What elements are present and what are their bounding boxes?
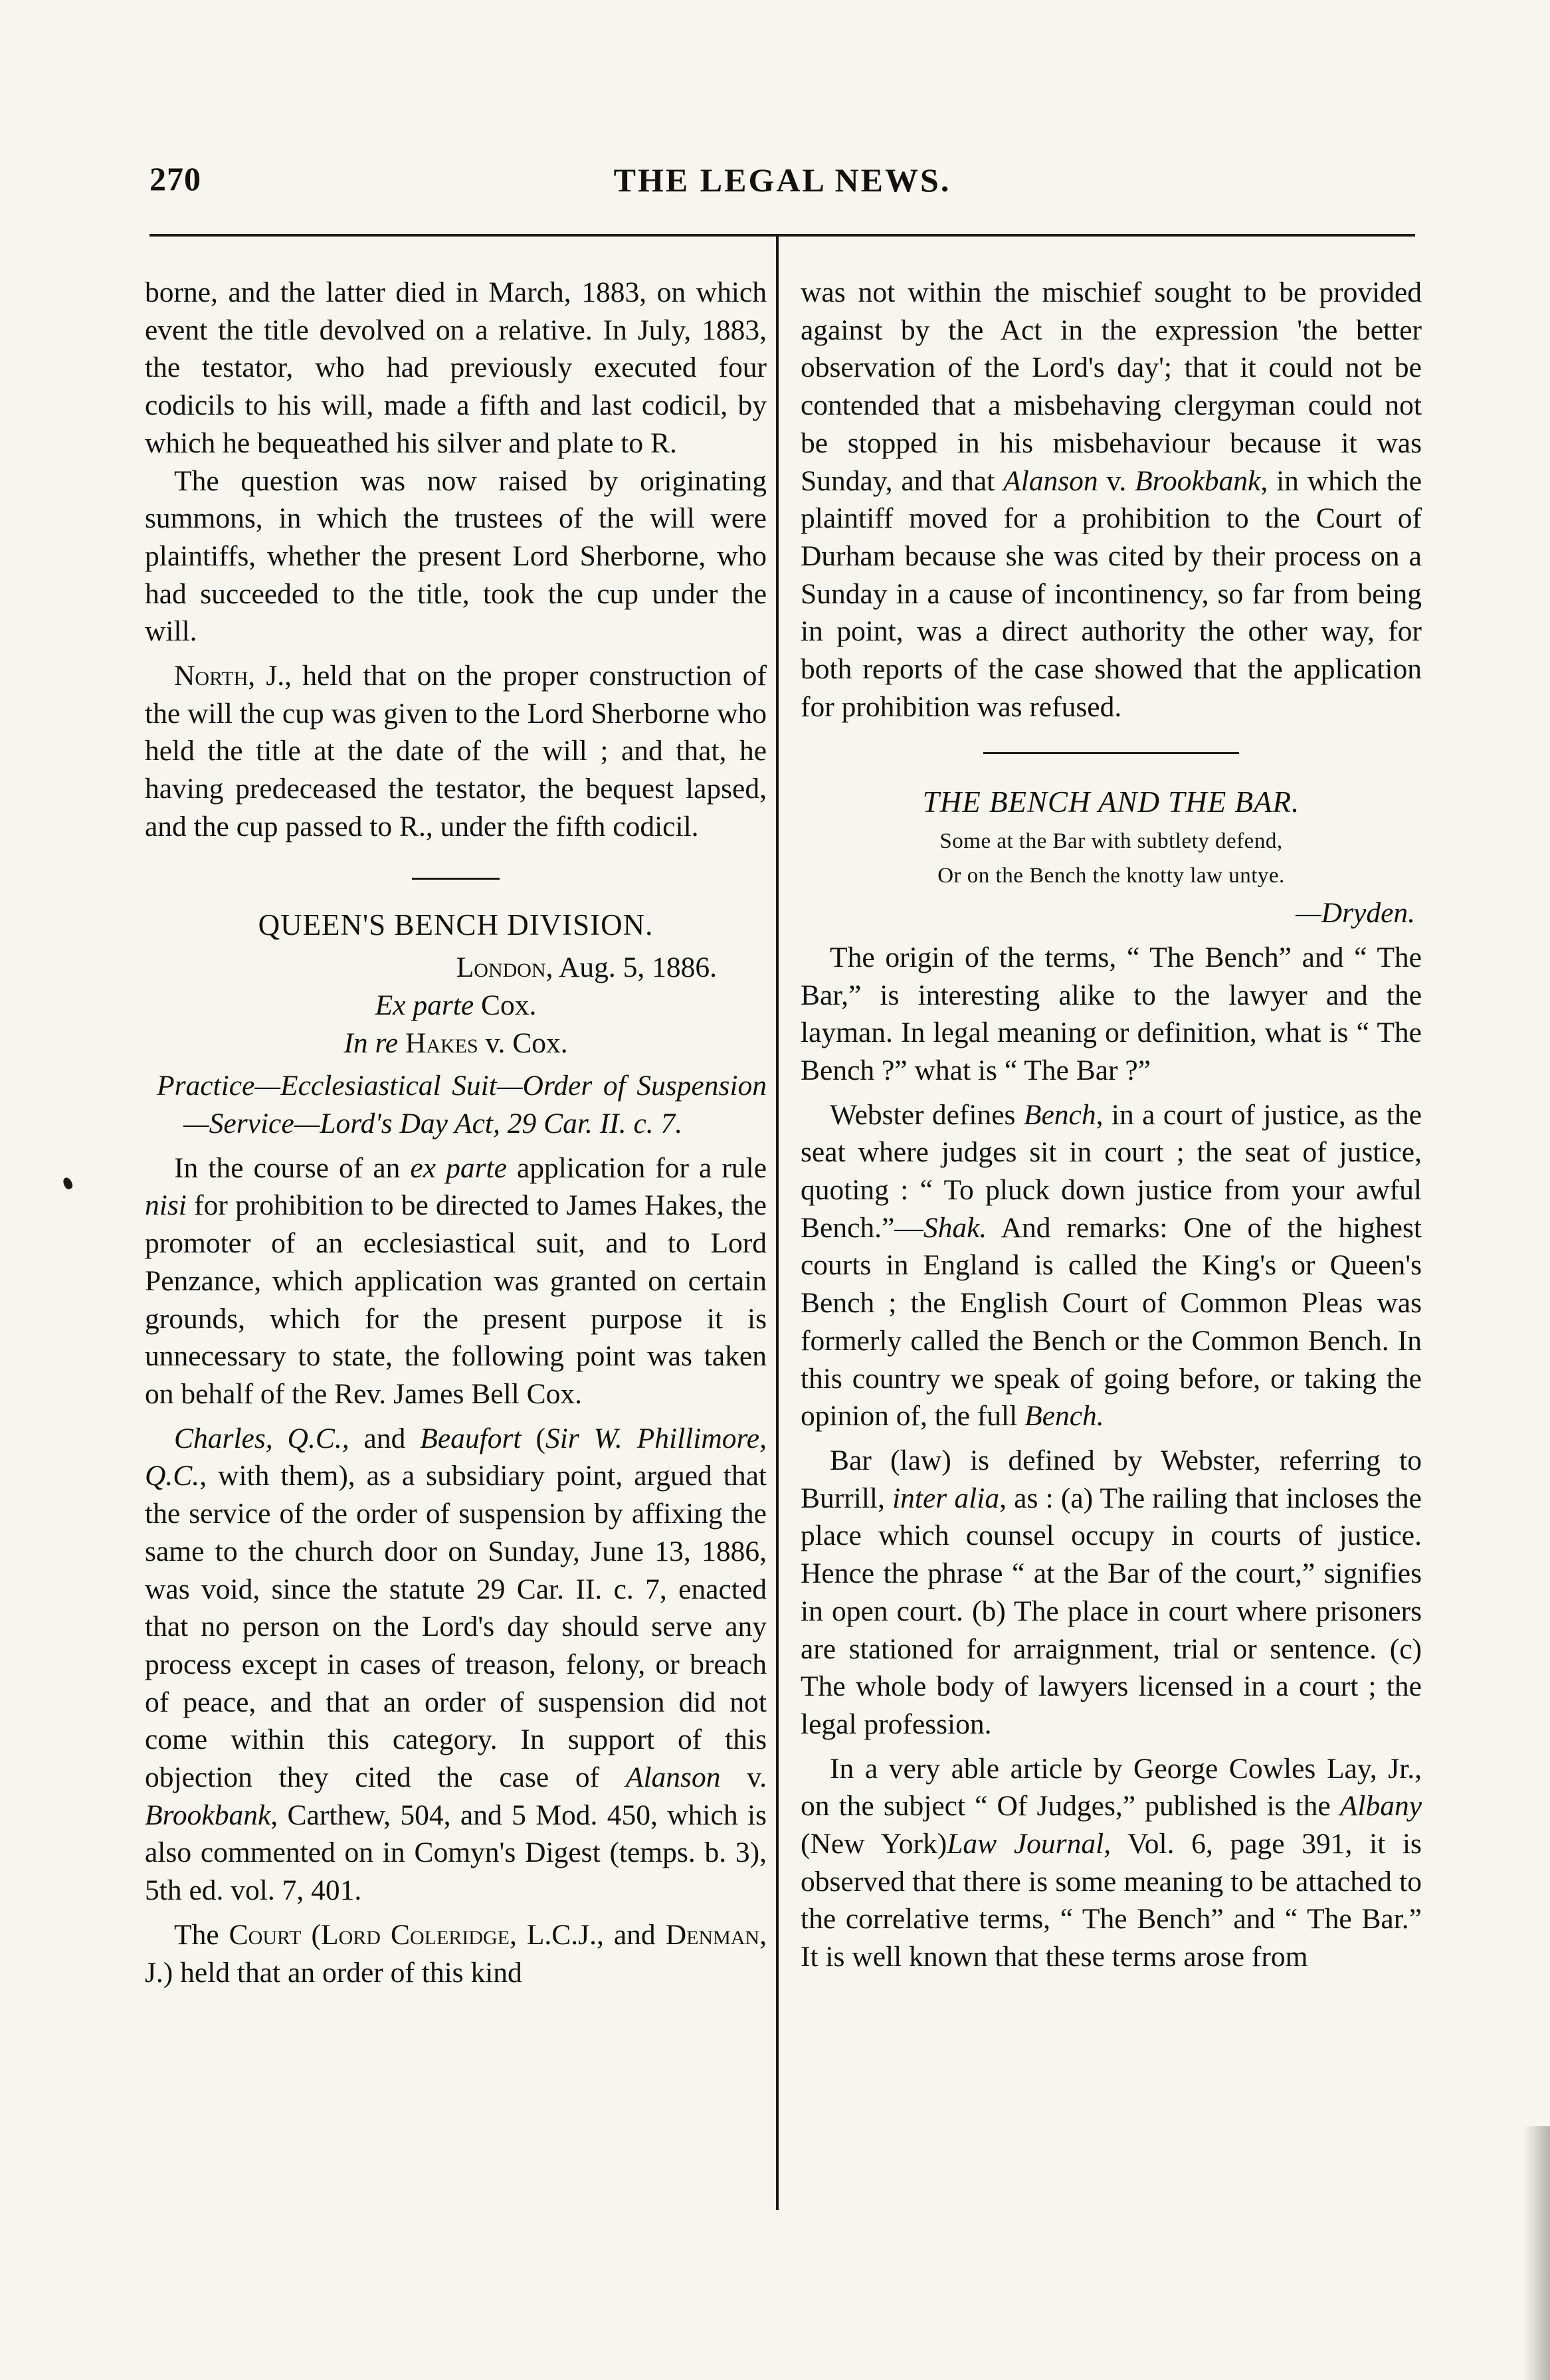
paragraph-text: , in a court of justice, as the seat where judges sit in court ; the seat of justice, quoting : “ To pluck down justice from your awful Bench.”—: [801, 1098, 1422, 1244]
case-party: v. Cox.: [478, 1027, 568, 1059]
judge-name: Denman: [665, 1918, 760, 1951]
paragraph: [801, 274, 1422, 726]
latin-term: nisi: [145, 1189, 187, 1222]
section-divider: [983, 752, 1239, 754]
section-heading: THE BENCH AND THE BAR.: [922, 785, 1300, 819]
paragraph-text: , L.C.J., and: [509, 1918, 666, 1951]
paragraph-text: , in which the plaintiff moved for a prohibition to the Court of Durham because she was cited by their process on a Sunday in a cause of incontinency, so far from being in point, was a direct authority the other way, for both reports of the case showed that the application for prohibition was refused.: [801, 464, 1422, 723]
paragraph: [145, 1420, 767, 1910]
paragraph: [145, 1916, 767, 1991]
case-exparte: Ex parte: [375, 989, 474, 1021]
latin-term: inter alia: [892, 1482, 1000, 1514]
paragraph-text: was not within the mischief sought to be provided against by the Act in the expression 'the better observation of the Lord's day'; that it could not be contended that a misbehaving clergyman could not be stopped in his misbehaviour because it was Sunday, and that: [801, 276, 1422, 497]
paragraph-text: In the course of an: [174, 1151, 411, 1184]
page-header: [149, 159, 1415, 219]
case-party: Cox.: [474, 989, 537, 1021]
date: , Aug. 5, 1886.: [545, 951, 717, 984]
counsel-name: Sir W. Phillimore, Q.C.: [145, 1422, 767, 1492]
latin-term: ex parte: [410, 1151, 507, 1184]
epigraph-line: Some at the Bar with subtlety defend,: [939, 829, 1283, 854]
paragraph-text: Webster defines: [830, 1098, 1024, 1131]
paragraph-text: (: [301, 1918, 322, 1951]
paragraph-text: v.: [1098, 464, 1135, 497]
paragraph-text: and: [349, 1422, 421, 1454]
headnote: Practice—Ecclesiastical Suit—Order of Suspension—Service—Lord's Day Act, 29 Car. II. c. 7.: [157, 1070, 767, 1140]
paragraph-text: Bar (law) is defined by Webster, referring to Burrill,: [801, 1444, 1422, 1514]
paragraph: The question was now raised by originating summons, in which the trustees of the will were plaintiffs, whether the present Lord Sherborne, who had succeeded to the title, took the cup under the will.: [145, 464, 767, 648]
paragraph-text: , Carthew, 504, and 5 Mod. 450, which is also commented on in Comyn's Digest (temps. b. 3), 5th ed. vol. 7, 401.: [145, 1799, 767, 1907]
epigraph-line: Or on the Bench the knotty law untye.: [937, 864, 1285, 888]
judge-name: Lord Coleridge: [321, 1918, 510, 1951]
paragraph: [145, 1149, 767, 1413]
case-inre: In re: [343, 1027, 399, 1059]
paragraph: borne, and the latter died in March, 1883, on which event the title devolved on a relative. In July, 1883, the testator, who had previously executed four codicils to his will, made a fifth and last codicil, by which he bequeathed his silver and plate to R.: [145, 276, 767, 459]
case-party: Hakes: [398, 1027, 478, 1059]
case-name: Alanson: [625, 1761, 721, 1794]
paragraph-text: , J., held that on the proper construction of the will the cup was given to the Lord Sherborne who held the title at the date of the will ; and that, he having predeceased the testator, the bequest lapsed, and the cup passed to R., under the fifth codicil.: [145, 660, 767, 843]
left-column: [145, 274, 767, 1991]
section-heading: QUEEN'S BENCH DIVISION.: [258, 908, 654, 942]
right-column: [801, 274, 1422, 1976]
section-divider: [412, 878, 500, 880]
paragraph: [801, 1442, 1422, 1743]
case-title: [145, 987, 767, 1025]
header-rule: [149, 234, 1415, 237]
paragraph-text: Vol. 6, page 391, it is observed that there is some meaning to be attached to the correlative terms, “ The Bench” and “ The Bar.” It is well known that these terms arose from: [801, 1828, 1422, 1973]
paragraph-text: , as : (a) The railing that incloses the place which counsel occupy in courts of justice. Hence the phrase “ at the Bar of the court,” signifies in open court. (b) The place in court where prisoners are stationed for arraignment, trial or sentence. (c) The whole body of lawyers licensed in a court ; the legal profession.: [801, 1482, 1422, 1740]
paragraph: [801, 1750, 1422, 1976]
case-title: [145, 1025, 767, 1062]
paragraph-text: , with them), as a subsidiary point, argued that the service of the order of suspension by affixing the same to the church door on Sunday, June 13, 1886, was void, since the statute 29 Car. II. c. 7, enacted that no person on the Lord's day should serve any process except in cases of treason, felony, or breach of peace, and that an order of suspension did not come within this category. In support of this objection they cited the case of: [145, 1460, 767, 1794]
counsel-name: Charles, Q.C.,: [174, 1422, 349, 1454]
publication-name: Albany: [1339, 1790, 1422, 1823]
paragraph-text: In a very able article by George Cowles Lay, Jr., on the subject “ Of Judges,” published is the: [801, 1752, 1422, 1823]
paragraph-text: , J.) held that an order of this kind: [145, 1918, 767, 1989]
case-name: Brookbank: [145, 1799, 271, 1831]
place: London: [456, 951, 546, 984]
judge-name: North: [174, 660, 248, 692]
paragraph-text: The: [174, 1918, 229, 1951]
citation: Shak.: [923, 1211, 987, 1244]
defined-term: Bench.: [1024, 1400, 1104, 1433]
court-name: Court: [229, 1918, 302, 1951]
page-edge-shadow: [1523, 2126, 1550, 2380]
paragraph-text: (New York): [801, 1828, 947, 1860]
column-divider: [776, 237, 779, 2210]
paragraph-text: (: [521, 1422, 545, 1454]
counsel-name: Beaufort: [420, 1422, 522, 1454]
ink-blot-mark: [62, 1176, 74, 1190]
paragraph-text: And remarks: One of the highest courts in England is called the King's or Queen's Bench ; the English Court of Common Pleas was formerly called the Bench or the Common Bench. In this country we speak of going before, or taking the opinion of, the full: [801, 1211, 1422, 1433]
paragraph: [801, 1096, 1422, 1435]
page-number: 270: [149, 160, 201, 197]
epigraph-attribution: —Dryden.: [1295, 897, 1415, 930]
paragraph-text: v.: [720, 1761, 767, 1794]
running-title: THE LEGAL NEWS.: [613, 161, 951, 199]
defined-term: Bench: [1023, 1098, 1096, 1131]
case-name: Alanson: [1003, 464, 1098, 497]
paragraph-text: application for a rule: [506, 1151, 767, 1184]
paragraph: [145, 657, 767, 846]
paragraph-text: for prohibition to be directed to James Hakes, the promoter of an ecclesiastical suit, and to Lord Penzance, which application was granted on certain grounds, which for the present purpose it is unnecessary to state, the following point was taken on behalf of the Rev. James Bell Cox.: [145, 1189, 767, 1410]
paragraph: The origin of the terms, “ The Bench” and “ The Bar,” is interesting alike to the lawyer and the layman. In legal meaning or definition, what is “ The Bench ?” what is “ The Bar ?”: [801, 941, 1422, 1086]
publication-name: Law Journal,: [947, 1828, 1112, 1860]
place-date: [145, 949, 767, 987]
case-name: Brookbank: [1135, 464, 1261, 497]
